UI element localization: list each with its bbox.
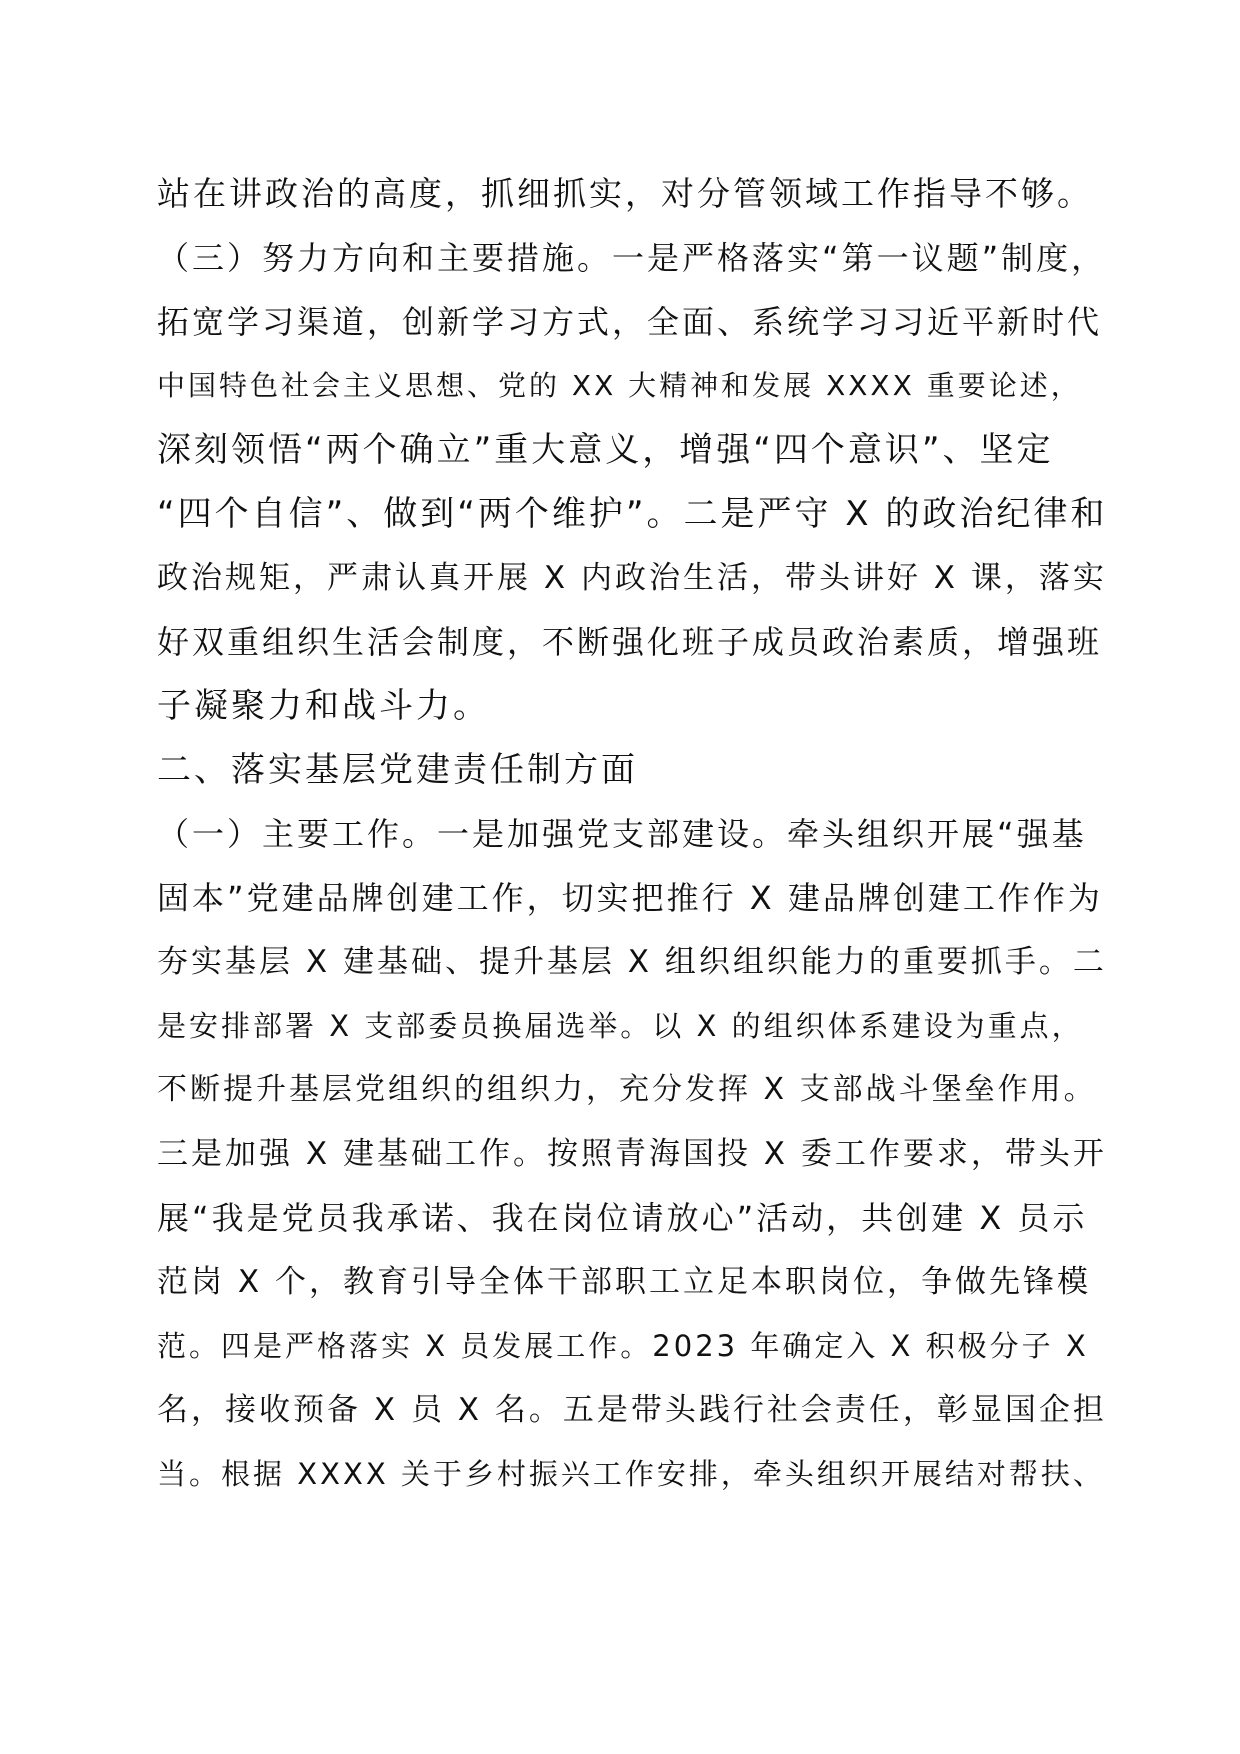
section-heading: 二、落实基层党建责任制方面 (157, 750, 638, 790)
text-line: 三是加强 X 建基础工作。按照青海国投 X 委工作要求，带头开 (157, 1136, 1107, 1172)
text-line: “四个自信”、做到“两个维护”。二是严守 X 的政治纪律和 (157, 494, 1108, 534)
text-line: 中国特色社会主义思想、党的 XX 大精神和发展 XXXX 重要论述， (157, 369, 1082, 402)
text-line: 夯实基层 X 建基础、提升基层 X 组织组织能力的重要抓手。二 (157, 944, 1107, 980)
text-line: 范。四是严格落实 X 员发展工作。2023 年确定入 X 积极分子 X (157, 1329, 1089, 1363)
text-line: 当。根据 XXXX 关于乡村振兴工作安排，牵头组织开展结对帮扶、 (157, 1457, 1105, 1491)
text-line: 政治规矩，严肃认真开展 X 内政治生活，带头讲好 X 课，落实 (157, 560, 1107, 596)
text-line: 站在讲政治的高度，抓细抓实，对分管领域工作指导不够。 (157, 174, 1093, 213)
text-line: 名，接收预备 X 员 X 名。五是带头践行社会责任，彰显国企担 (157, 1392, 1107, 1428)
text-line: 深刻领悟“两个确立”重大意义，增强“四个意识”、坚定 (157, 430, 1054, 470)
text-line: 好双重组织生活会制度，不断强化班子成员政治素质，增强班 (157, 623, 1103, 661)
text-line: 展“我是党员我承诺、我在岗位请放心”活动，共创建 X 员示 (157, 1199, 1088, 1237)
text-line: （一）主要工作。一是加强党支部建设。牵头组织开展“强基 (157, 815, 1087, 853)
text-line: 固本”党建品牌创建工作，切实把推行 X 建品牌创建工作作为 (157, 879, 1103, 917)
text-line: 不断提升基层党组织的组织力，充分发挥 X 支部战斗堡垒作用。 (157, 1072, 1097, 1107)
text-line: 范岗 X 个，教育引导全体干部职工立足本职岗位，争做先锋模 (157, 1264, 1091, 1300)
text-line: 拓宽学习渠道，创新学习方式，全面、系统学习习近平新时代 (157, 303, 1103, 341)
text-line: 是安排部署 X 支部委员换届选举。以 X 的组织体系建设为重点， (157, 1009, 1084, 1043)
text-line: （三）努力方向和主要措施。一是严格落实“第一议题”制度， (157, 239, 1107, 277)
text-line: 子凝聚力和战斗力。 (157, 686, 490, 726)
